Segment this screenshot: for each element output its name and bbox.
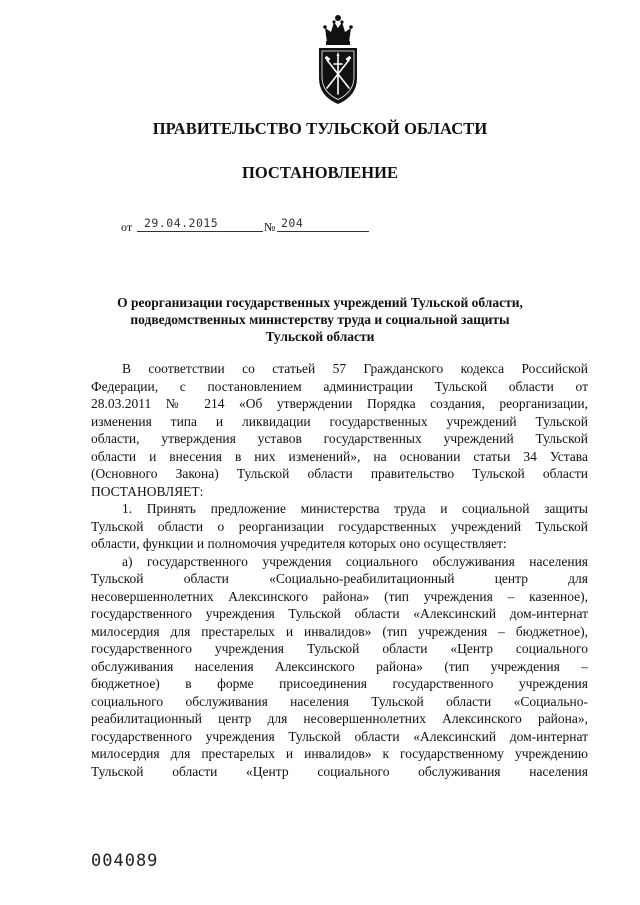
body-line: 1. Принять предложение министерства труда и социальной защиты [122,501,588,516]
body-line: реабилитационный центр для несовершеннолетних Алексинского района», [91,711,588,726]
body-line: милосердия для престарелых и инвалидов» к государственному учреждению [91,746,588,761]
body-line: государственного учреждения Тульской области «Алексинский дом-интернат [91,728,588,744]
date-underline [137,231,263,232]
body-line: ПОСТАНОВЛЯЕТ: [91,483,204,499]
number-prefix: № [264,220,276,234]
body-line: несовершеннолетних Алексинского района» (тип учреждения – казенное), [91,588,588,604]
body-line: Тульской области «Социально-реабилитационный центр для [91,571,588,586]
subject-line: Тульской области [265,329,375,344]
document-type-heading: ПОСТАНОВЛЕНИЕ [242,163,398,182]
document-serial-number: 004089 [91,851,159,871]
subject-line: О реорганизации государственных учреждений Тульской области, [117,295,523,310]
body-line: государственного учреждения Тульской области «Алексинский дом-интернат [91,606,588,621]
body-line: Федерации, с постановлением администрации Тульской области от [91,378,588,394]
coat-of-arms-icon [313,14,363,106]
body-line: а) государственного учреждения социального обслуживания населения [122,553,588,569]
date-prefix: от [121,220,133,234]
body-line: 28.03.2011 № 214 «Об утверждении Порядка создания, реорганизации, [91,396,588,411]
body-line: милосердия для престарелых и инвалидов» (тип учреждения – бюджетное), [91,623,588,639]
body-line: области, утверждения уставов государственных учреждений Тульской [91,431,588,446]
body-line: Тульской области о реорганизации государственных учреждений Тульской [91,518,588,534]
body-line: социального обслуживания населения Тульской области «Социально- [91,693,588,709]
government-title: ПРАВИТЕЛЬСТВО ТУЛЬСКОЙ ОБЛАСТИ [152,119,488,138]
number-underline [277,231,369,232]
subject-line: подведомственных министерству труда и социальной защиты [130,312,510,327]
document-date: 29.04.2015 [144,216,219,230]
document-number: 204 [281,216,304,230]
body-line: обслуживания населения Алексинского района» (тип учреждения – [91,658,588,674]
body-line: государственного учреждения Тульской области «Центр социального [91,641,588,656]
document-body [91,360,588,780]
body-line: В соответствии со статьей 57 Гражданского кодекса Российской [122,361,588,376]
body-line: области и внесения в них изменений», на основании статьи 34 Устава [91,448,588,464]
document-subject [60,294,580,345]
body-line: Тульской области «Центр социального обслуживания населения [91,763,588,779]
body-line: бюджетное) в форме присоединения государственного учреждения [91,676,588,691]
body-line: (Основного Закона) Тульской области правительство Тульской области [91,466,588,481]
body-line: области, функции и полномочия учредителя которых оно осуществляет: [91,536,507,551]
body-line: изменения типа и ликвидации государственных учреждений Тульской [91,413,588,429]
